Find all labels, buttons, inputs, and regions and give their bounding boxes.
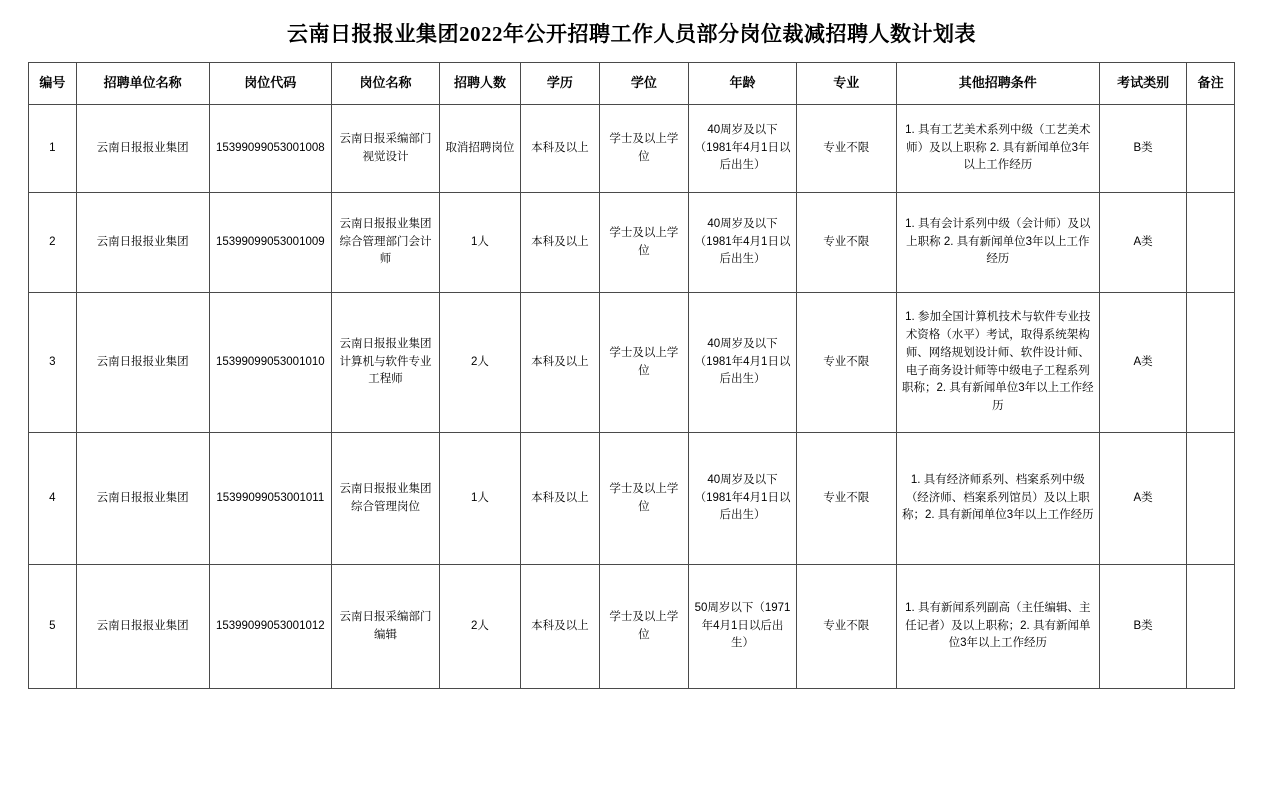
cell-degree: 学士及以上学位 (599, 565, 688, 689)
cell-major: 专业不限 (796, 105, 896, 193)
cell-count: 2人 (439, 293, 520, 433)
cell-no: 1 (29, 105, 77, 193)
cell-other-conditions: 1. 具有工艺美术系列中级（工艺美术师）及以上职称 2. 具有新闻单位3年以上工作经历 (896, 105, 1099, 193)
cell-unit: 云南日报报业集团 (76, 565, 209, 689)
table-container (0, 62, 1263, 689)
column-header-exam-type: 考试类别 (1100, 63, 1187, 105)
column-header-no: 编号 (29, 63, 77, 105)
cell-education: 本科及以上 (520, 433, 599, 565)
cell-exam-type: A类 (1100, 193, 1187, 293)
cell-degree: 学士及以上学位 (599, 193, 688, 293)
cell-education: 本科及以上 (520, 565, 599, 689)
table-row (29, 565, 1235, 689)
cell-age: 40周岁及以下（1981年4月1日以后出生） (689, 293, 797, 433)
table-header-row (29, 63, 1235, 105)
cell-remark (1187, 293, 1235, 433)
cell-code: 15399099053001008 (209, 105, 331, 193)
cell-count: 2人 (439, 565, 520, 689)
table-body (29, 105, 1235, 689)
table-header (29, 63, 1235, 105)
cell-code: 15399099053001010 (209, 293, 331, 433)
cell-exam-type: A类 (1100, 293, 1187, 433)
cell-remark (1187, 105, 1235, 193)
cell-post: 云南日报报业集团综合管理部门会计师 (332, 193, 440, 293)
table-row (29, 433, 1235, 565)
cell-no: 4 (29, 433, 77, 565)
cell-education: 本科及以上 (520, 193, 599, 293)
cell-other-conditions: 1. 具有会计系列中级（会计师）及以上职称 2. 具有新闻单位3年以上工作经历 (896, 193, 1099, 293)
column-header-education: 学历 (520, 63, 599, 105)
cell-age: 40周岁及以下（1981年4月1日以后出生） (689, 105, 797, 193)
cell-remark (1187, 433, 1235, 565)
cell-unit: 云南日报报业集团 (76, 105, 209, 193)
column-header-other-conditions: 其他招聘条件 (896, 63, 1099, 105)
cell-age: 40周岁及以下（1981年4月1日以后出生） (689, 433, 797, 565)
cell-count: 1人 (439, 433, 520, 565)
cell-other-conditions: 1. 具有新闻系列副高（主任编辑、主任记者）及以上职称；2. 具有新闻单位3年以上工作经历 (896, 565, 1099, 689)
page-title: 云南日报报业集团2022年公开招聘工作人员部分岗位裁减招聘人数计划表 (287, 22, 976, 46)
column-header-major: 专业 (796, 63, 896, 105)
column-header-remark: 备注 (1187, 63, 1235, 105)
cell-remark (1187, 565, 1235, 689)
cell-code: 15399099053001009 (209, 193, 331, 293)
cell-degree: 学士及以上学位 (599, 433, 688, 565)
cell-no: 2 (29, 193, 77, 293)
cell-age: 40周岁及以下（1981年4月1日以后出生） (689, 193, 797, 293)
cell-degree: 学士及以上学位 (599, 105, 688, 193)
cell-major: 专业不限 (796, 293, 896, 433)
cell-count: 1人 (439, 193, 520, 293)
cell-other-conditions: 1. 具有经济师系列、档案系列中级（经济师、档案系列馆员）及以上职称；2. 具有新闻单位3年以上工作经历 (896, 433, 1099, 565)
cell-education: 本科及以上 (520, 293, 599, 433)
column-header-degree: 学位 (599, 63, 688, 105)
cell-exam-type: A类 (1100, 433, 1187, 565)
cell-post: 云南日报报业集团综合管理岗位 (332, 433, 440, 565)
cell-post: 云南日报采编部门视觉设计 (332, 105, 440, 193)
cell-unit: 云南日报报业集团 (76, 193, 209, 293)
cell-other-conditions: 1. 参加全国计算机技术与软件专业技术资格（水平）考试，取得系统架构师、网络规划设计师、软件设计师、电子商务设计师等中级电子工程系列职称；2. 具有新闻单位3年以上工作经历 (896, 293, 1099, 433)
cell-major: 专业不限 (796, 565, 896, 689)
cell-unit: 云南日报报业集团 (76, 293, 209, 433)
cell-unit: 云南日报报业集团 (76, 433, 209, 565)
cell-major: 专业不限 (796, 433, 896, 565)
cell-code: 15399099053001012 (209, 565, 331, 689)
table-row (29, 193, 1235, 293)
cell-education: 本科及以上 (520, 105, 599, 193)
column-header-post: 岗位名称 (332, 63, 440, 105)
cell-age: 50周岁以下（1971年4月1日以后出生） (689, 565, 797, 689)
column-header-count: 招聘人数 (439, 63, 520, 105)
cell-exam-type: B类 (1100, 565, 1187, 689)
cell-post: 云南日报报业集团计算机与软件专业工程师 (332, 293, 440, 433)
cell-exam-type: B类 (1100, 105, 1187, 193)
cell-post: 云南日报采编部门编辑 (332, 565, 440, 689)
table-row (29, 293, 1235, 433)
cell-no: 5 (29, 565, 77, 689)
column-header-unit: 招聘单位名称 (76, 63, 209, 105)
cell-degree: 学士及以上学位 (599, 293, 688, 433)
column-header-code: 岗位代码 (209, 63, 331, 105)
cell-code: 15399099053001011 (209, 433, 331, 565)
table-row (29, 105, 1235, 193)
cell-remark (1187, 193, 1235, 293)
recruitment-plan-table (28, 62, 1235, 689)
cell-no: 3 (29, 293, 77, 433)
column-header-age: 年龄 (689, 63, 797, 105)
cell-major: 专业不限 (796, 193, 896, 293)
cell-count: 取消招聘岗位 (439, 105, 520, 193)
